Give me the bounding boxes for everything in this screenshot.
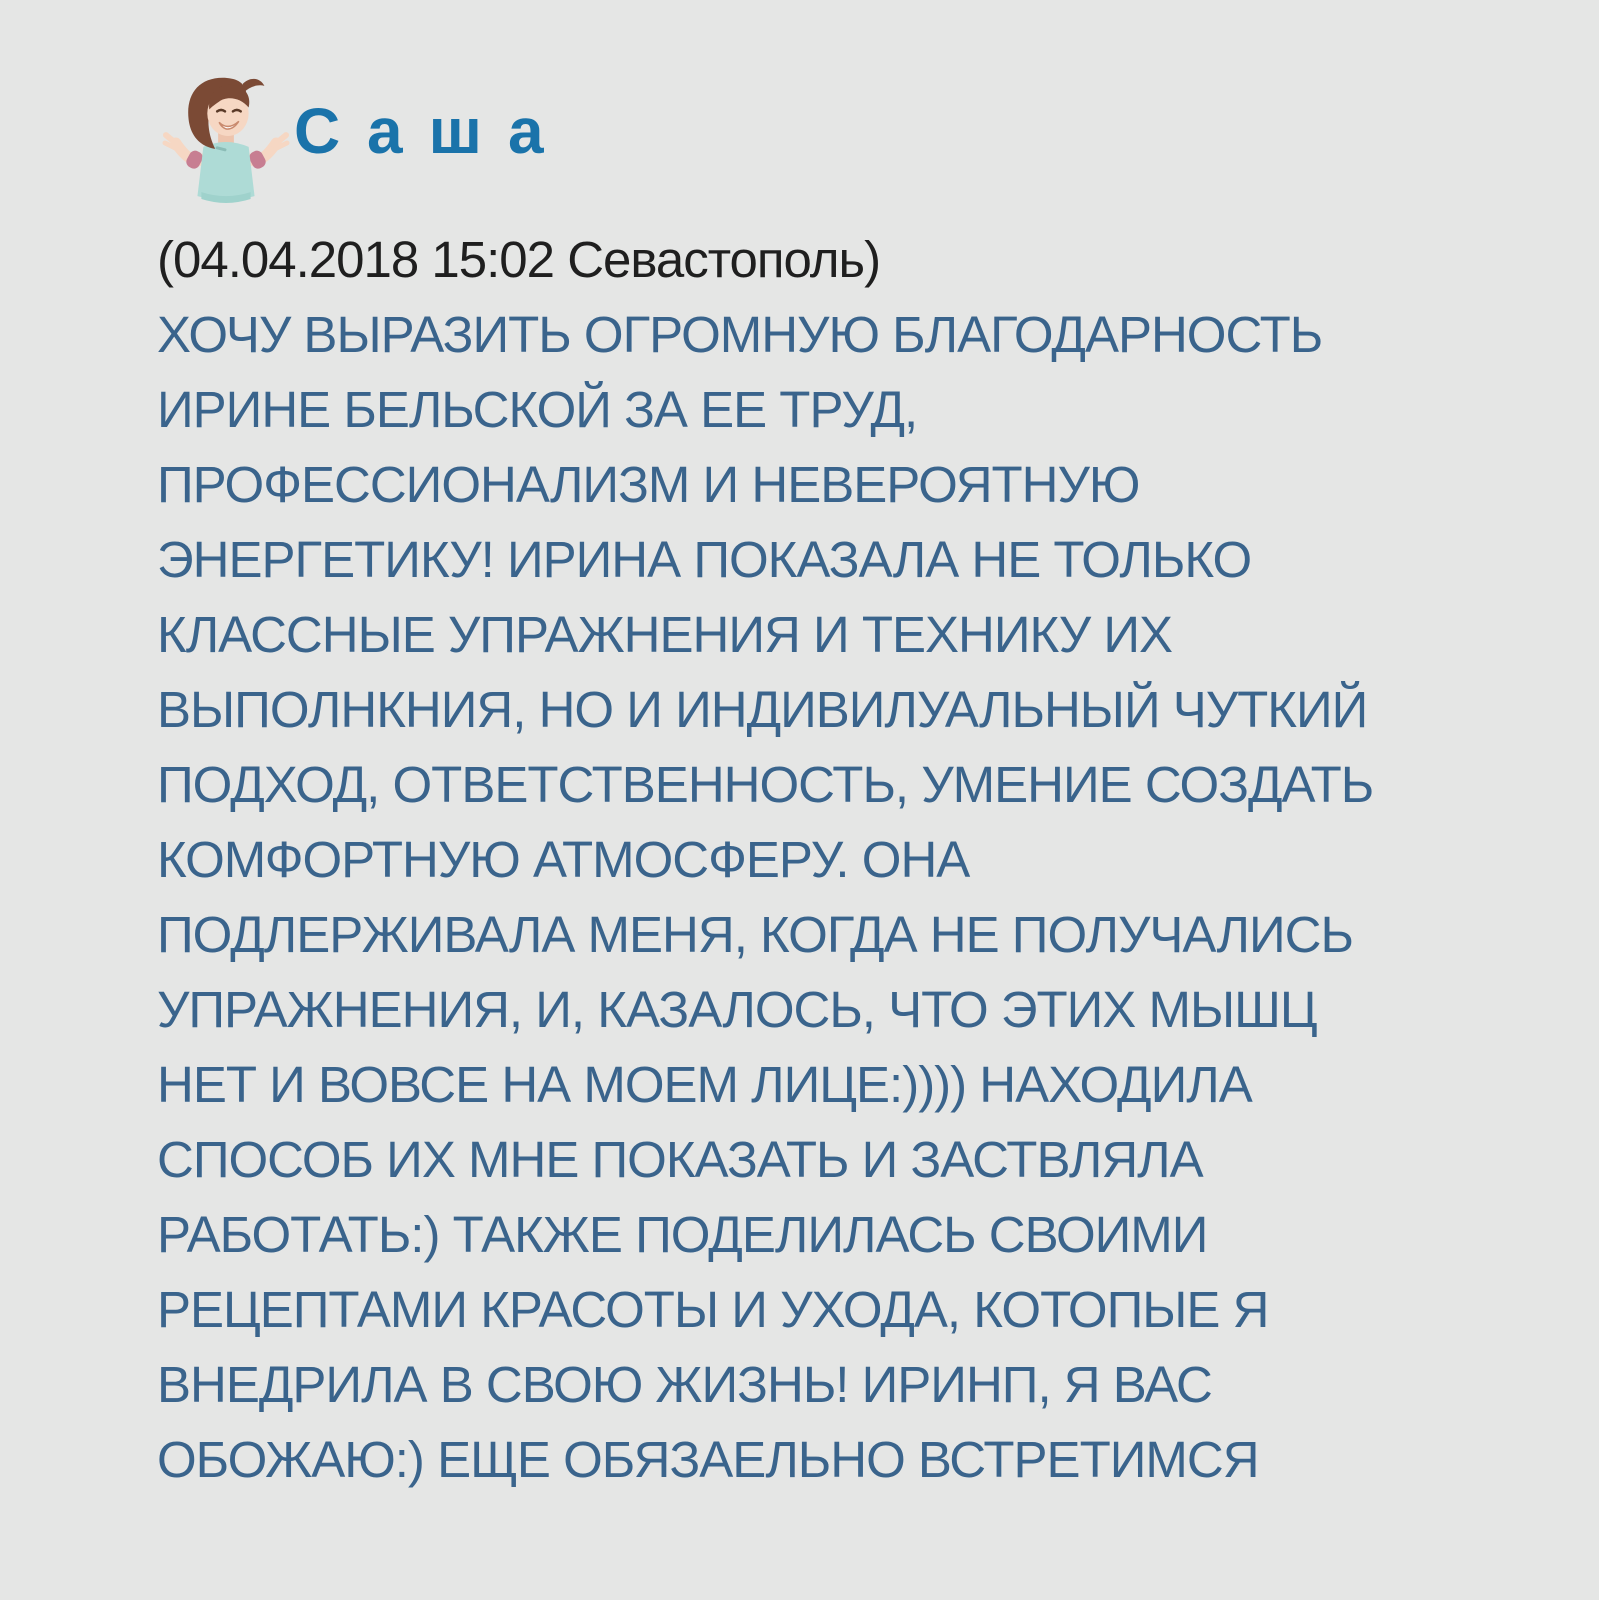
review-meta: (04.04.2018 15:02 Севастополь) <box>157 231 881 288</box>
review-text-line: ЭНЕРГЕТИКУ! ИРИНА ПОКАЗАЛА НЕ ТОЛЬКО <box>157 531 1252 588</box>
review-text-line: РАБОТАТЬ:) ТАКЖЕ ПОДЕЛИЛАСЬ СВОИМИ <box>157 1206 1208 1263</box>
review-text-line: КОМФОРТНУЮ АТМОСФЕРУ. ОНА <box>157 831 970 888</box>
review-text-line: ИРИНЕ БЕЛЬСКОЙ ЗА ЕЕ ТРУД, <box>157 381 918 438</box>
review-header <box>162 70 570 206</box>
review-text-line: ПРОФЕССИОНАЛИЗМ И НЕВЕРОЯТНУЮ <box>157 456 1140 513</box>
review-text-line: ПОДЛЕРЖИВАЛА МЕНЯ, КОГДА НЕ ПОЛУЧАЛИСЬ <box>157 906 1353 963</box>
review-text-line: НЕТ И ВОВСЕ НА МОЕМ ЛИЦЕ:)))) НАХОДИЛА <box>157 1056 1252 1113</box>
review-text-line: ПОДХОД, ОТВЕТСТВЕННОСТЬ, УМЕНИЕ СОЗДАТЬ <box>157 756 1374 813</box>
review-text-line: ВНЕДРИЛА В СВОЮ ЖИЗНЬ! ИРИНП, Я ВАС <box>157 1356 1212 1413</box>
review-text-line: УПРАЖНЕНИЯ, И, КАЗАЛОСЬ, ЧТО ЭТИХ МЫШЦ <box>157 981 1317 1038</box>
review-text-line: ВЫПОЛНКНИЯ, НО И ИНДИВИЛУАЛЬНЫЙ ЧУТКИЙ <box>157 681 1368 738</box>
review-text-line: ХОЧУ ВЫРАЗИТЬ ОГРОМНУЮ БЛАГОДАРНОСТЬ <box>157 306 1323 363</box>
review-text <box>157 297 1497 1497</box>
review-text-line: КЛАССНЫЕ УПРАЖНЕНИЯ И ТЕХНИКУ ИХ <box>157 606 1173 663</box>
review-text-line: ОБОЖАЮ:) ЕЩЕ ОБЯЗАЕЛЬНО ВСТРЕТИМСЯ <box>157 1431 1259 1488</box>
woman-shrugging-avatar-icon <box>162 70 290 206</box>
review-text-line: РЕЦЕПТАМИ КРАСОТЫ И УХОДА, КОТОПЫЕ Я <box>157 1281 1269 1338</box>
review-text-line: СПОСОБ ИХ МНЕ ПОКАЗАТЬ И ЗАСТВЛЯЛА <box>157 1131 1203 1188</box>
author-name: Саша <box>294 95 570 167</box>
